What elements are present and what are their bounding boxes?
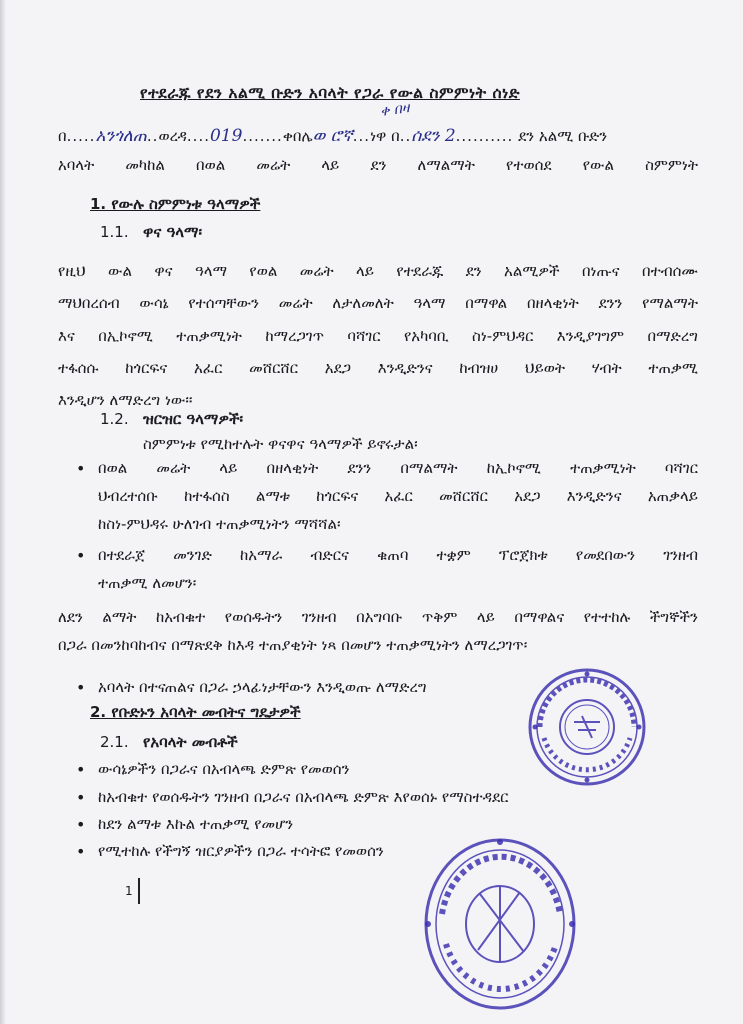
- handwritten-annotation: ቀ በዛ: [379, 100, 411, 120]
- subsection-1-2-number: 1.2.: [100, 410, 129, 428]
- intro-line-2: አባላት መካከል በወል መሬት ላይ ደን ለማልማት የተወሰደ የውል ስምምነት: [58, 156, 698, 174]
- bullet-2-line-1: በተደራጀ መንገድ ከአማራ ብድርና ቁጠባ ተቋም ፕሮጀክቱ የመደበውን ገንዘብ: [98, 546, 698, 564]
- bullet-marker: •: [76, 815, 86, 834]
- page-margin-mark: [138, 878, 140, 904]
- section-1-heading: 1. የውሉ ስምምነቱ ዓላማዎች: [90, 195, 261, 213]
- subsection-1-2-intro: ስምምነቱ የሚከተሉት ዋናዋና ዓላማዎች ይኖሩታል፡: [143, 435, 418, 453]
- official-stamp-seal-lower: [420, 834, 580, 1014]
- page-number: 1: [125, 884, 133, 898]
- handwritten-kebele: ወ ሮኛ: [312, 126, 353, 146]
- page-edge-shadow: [0, 0, 6, 1024]
- official-stamp-seal: [526, 666, 648, 788]
- subsection-1-1-number: 1.1.: [100, 223, 129, 241]
- kebele-label: ቀበሌ: [282, 127, 313, 145]
- bullet-marker: •: [76, 760, 86, 779]
- rights-bullet-4: የሚተከሉ የችግኝ ዝርያዎችን በጋራ ተሳትፎ የመወሰን: [98, 842, 384, 860]
- rights-bullet-2: ከአብቁተ የወሰዱትን ገንዘብ በጋራና በአብላጫ ድምጽ እየወሰኑ የማስተዳደር: [98, 788, 509, 806]
- handwritten-date: ሰደን 2: [411, 126, 456, 146]
- bullet-marker: •: [76, 842, 86, 861]
- section-2-heading: 2. የቡድኑን አባላት መብትና ግዴታዎች: [90, 703, 301, 721]
- intro-prefix: በ: [58, 127, 67, 145]
- rights-bullet-3: ከደን ልማቱ እኩል ተጠቃሚ የመሆን: [98, 815, 294, 833]
- para-1-line-3: እና በኢኮኖሚ ተጠቃሚነት ከማረጋገጥ ባሻገር የአካባቢ ስነ-ምህዳር እንዲያገግም በማድረግ: [58, 327, 698, 345]
- woreda-label: ወረዳ: [158, 127, 187, 145]
- para-1-line-5: እንዲሆን ለማድረግ ነው፡፡: [58, 391, 193, 409]
- para-1-line-4: ተፋሰሱ ከጎርፍና አፈር መሸርሸር አደጋ እንዲድንና ከብዝሀ ህይወት ሃብት ተጠቃሚ: [58, 359, 698, 377]
- handwritten-woreda: 019: [209, 126, 243, 146]
- rights-bullet-1: ውሳኔዎችን በጋራና በአብላጫ ድምጽ የመወሰን: [98, 760, 350, 778]
- bullet-marker: •: [76, 546, 86, 565]
- para-1-line-2: ማህበረሰብ ውሳኔ የተሰጣቸውን መሬት ለታለመለት ዓላማ በማዋል በዘላቂነት ደንን የማልማት: [58, 294, 698, 312]
- bullet-1-line-2: ህብረተሰቡ ከተፋሰስ ልማቱ ከጎርፍና አፈር መሸርሸር አደጋ እንዲድንና አጠቃላይ: [98, 487, 698, 505]
- intro-suffix: ደን አልሚ ቡድን: [518, 127, 608, 145]
- intro-line-1: በ.....አንጎለጠ..ወረዳ....019.......ቀበሌወ ሮኛ...ነዋ በ..ሰደን 2.......... ደን አልሚ ቡድን: [58, 126, 608, 146]
- bullet-2-line-2: ተጠቃሚ ለመሆን፡: [98, 574, 197, 592]
- bullet-marker: •: [76, 788, 86, 807]
- document-title: የተደራጁ የደን አልሚ ቡድን አባላት የጋራ የውል ስምምነት ሰነድ: [140, 84, 520, 102]
- subsection-2-1-number: 2.1.: [100, 733, 129, 751]
- para-2-line-2: በጋራ በመንከባከብና በማጽደቅ ከእዳ ተጠያቂነት ነጻ በመሆን ተጠቃሚነትን ለማረጋገጥ፡: [58, 636, 528, 654]
- bullet-marker: •: [76, 678, 86, 697]
- para-1-line-1: የዚህ ውል ዋና ዓላማ የወል መሬት ላይ የተደራጁ ደን አልሚዎች በነጡና በተብሰሙ: [58, 262, 698, 280]
- date-label: ነዋ በ: [370, 127, 400, 145]
- bullet-3: አባላት በተናጠልና በጋራ ኃላፊነታቸውን እንዲወጡ ለማድረግ: [98, 678, 427, 696]
- bullet-marker: •: [76, 459, 86, 478]
- bullet-1-line-3: ከስነ-ምህዳሩ ሁለገብ ተጠቃሚነትን ማሻሻል፡: [98, 515, 341, 533]
- handwritten-region: አንጎለጠ: [95, 126, 147, 146]
- subsection-2-1-title: የአባላት መብቶች: [143, 733, 238, 751]
- subsection-1-2-title: ዝርዝር ዓላማዎች፡: [143, 410, 244, 428]
- bullet-1-line-1: በወል መሬት ላይ በዘላቂነት ደንን በማልማት ከኢኮኖሚ ተጠቃሚነት ባሻገር: [98, 459, 698, 477]
- subsection-1-1-title: ዋና ዓላማ፡: [143, 223, 203, 241]
- para-2-line-1: ለደን ልማት ከአብቁተ የወሰዱትን ገንዘብ በአግባቡ ጥቅም ላይ በማዋልና የተተከሉ ችግኞችን: [58, 608, 698, 626]
